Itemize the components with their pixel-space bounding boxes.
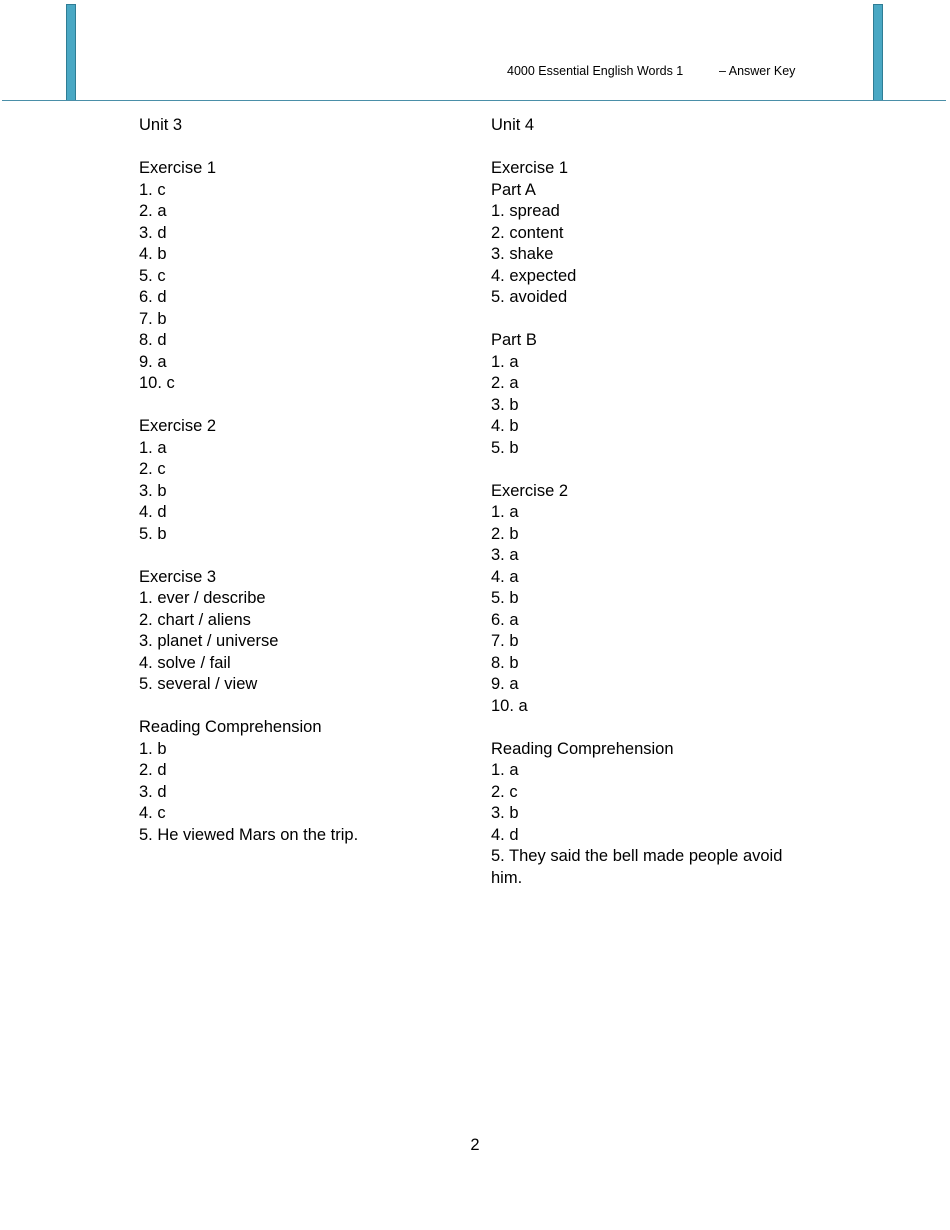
answer-line: 10. a (491, 696, 528, 715)
answer-line: 3. d (139, 782, 167, 801)
answer-line: 7. b (139, 309, 167, 328)
answer-line: 2. b (491, 524, 519, 543)
answer-line: 3. shake (491, 245, 554, 263)
unit-4-column (491, 115, 811, 889)
answer-line: 1. a (491, 352, 519, 371)
answer-line: 5. several / view (139, 675, 258, 693)
answer-line: 3. a (491, 546, 519, 564)
answer-line: 5. b (491, 589, 519, 607)
answer-line: 7. b (491, 632, 519, 650)
answer-line: 2. c (139, 460, 166, 478)
spacer (491, 459, 811, 481)
answer-line: him. (491, 868, 523, 887)
answer-line: 2. content (491, 223, 564, 242)
spacer (139, 545, 469, 567)
answer-line: 3. planet / universe (139, 632, 279, 650)
answer-line: 9. a (139, 352, 167, 371)
answer-line: 1. b (139, 739, 167, 758)
section-heading: Exercise 2 (139, 417, 217, 435)
answer-line: 4. d (491, 825, 519, 844)
answer-line: 10. c (139, 374, 175, 392)
spacer (139, 696, 469, 718)
answer-line: 3. b (491, 804, 519, 822)
answer-line: 5. c (139, 266, 166, 285)
right-margin-bar (873, 4, 883, 101)
answer-line: 5. b (139, 524, 167, 543)
answer-line: 3. d (139, 223, 167, 242)
answer-line: 1. spread (491, 202, 560, 220)
answer-line: 1. a (491, 503, 519, 521)
unit-title: Unit 4 (491, 116, 535, 134)
answer-line: 1. ever / describe (139, 589, 266, 607)
section-heading: Reading Comprehension (491, 739, 674, 758)
answer-line: 2. c (491, 782, 518, 801)
section-heading: Reading Comprehension (139, 718, 322, 736)
section-heading: Exercise 2 (491, 481, 569, 500)
spacer (139, 137, 469, 159)
header-book-title: 4000 Essential English Words 1 (507, 64, 684, 78)
answer-line: 5. They said the bell made people avoid (491, 847, 783, 865)
answer-line: 9. a (491, 675, 519, 693)
left-margin-bar (66, 4, 76, 101)
answer-line: 8. d (139, 331, 167, 349)
section-heading: Part B (491, 331, 537, 349)
answer-line: 4. a (491, 567, 519, 586)
answer-line: 4. d (139, 503, 167, 521)
answer-line: 3. b (491, 395, 519, 414)
answer-line: 2. d (139, 761, 167, 779)
answer-line: 4. expected (491, 266, 577, 285)
answer-line: 6. d (139, 288, 167, 306)
answer-line: 5. avoided (491, 288, 568, 306)
section-heading: Exercise 3 (139, 567, 217, 586)
section-heading: Part A (491, 180, 536, 199)
header-divider (2, 100, 946, 101)
answer-line: 5. He viewed Mars on the trip. (139, 825, 359, 844)
answer-line: 1. a (139, 438, 167, 457)
section-heading: Exercise 1 (139, 159, 217, 177)
answer-line: 4. b (491, 417, 519, 435)
answer-line: 1. a (491, 761, 519, 779)
unit-3-column (139, 115, 469, 846)
header-section-title: – Answer Key (719, 64, 796, 78)
answer-line: 1. c (139, 180, 166, 199)
spacer (491, 717, 811, 739)
answer-line: 5. b (491, 438, 519, 457)
spacer (491, 137, 811, 159)
answer-line: 2. chart / aliens (139, 610, 251, 629)
unit-title: Unit 3 (139, 116, 183, 134)
answer-line: 8. b (491, 653, 519, 672)
answer-line: 2. a (139, 202, 167, 220)
page-number: 2 (470, 1136, 480, 1154)
answer-line: 4. c (139, 804, 166, 822)
spacer (139, 395, 469, 417)
answer-line: 2. a (491, 374, 519, 392)
answer-line: 3. b (139, 481, 167, 500)
answer-line: 4. b (139, 245, 167, 263)
answer-line: 4. solve / fail (139, 653, 231, 672)
answer-line: 6. a (491, 610, 519, 629)
spacer (491, 309, 811, 331)
section-heading: Exercise 1 (491, 159, 569, 177)
